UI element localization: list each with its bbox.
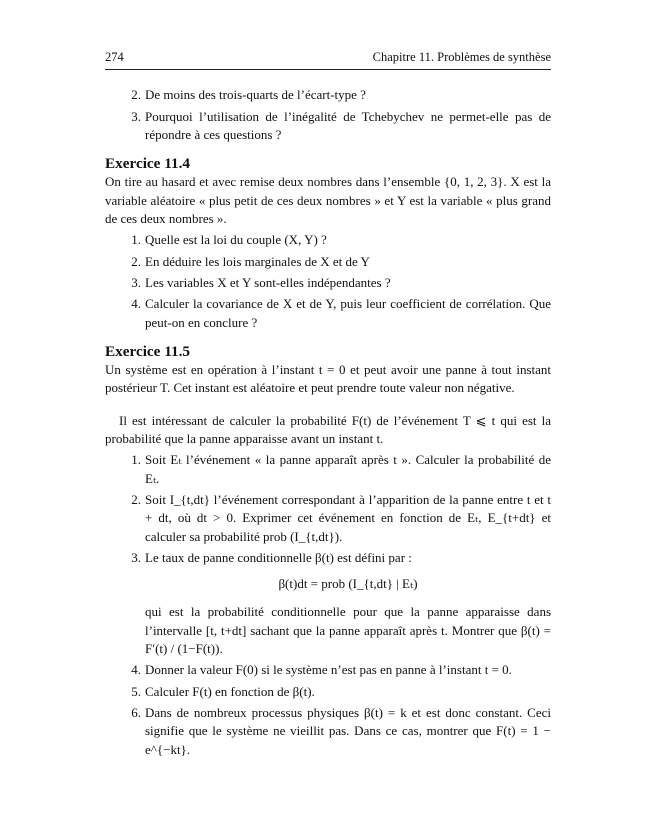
- list-item: 2. De moins des trois-quarts de l’écart-type ?: [131, 87, 366, 103]
- list-item: 5. Calculer F(t) en fonction de β(t).: [131, 683, 315, 699]
- list-item: 3. Pourquoi l’utilisation de l’inégalité de Tchebychev ne permet-elle pas de répondre à ces questions ?: [131, 108, 551, 142]
- exercise-questions: [105, 451, 551, 758]
- page-number: 274: [105, 50, 124, 64]
- page: [105, 48, 551, 762]
- item-text: Le taux de panne conditionnelle β(t) est défini par :: [145, 549, 412, 565]
- previous-exercise-questions: [105, 86, 551, 144]
- item-continuation: qui est la probabilité conditionnelle pour que la panne apparaisse dans l’intervalle [t, t+dt] sachant que la panne apparaît après t. Montrer que β(t) = F′(t) / (1−F(t)).: [145, 604, 551, 657]
- exercise-paragraph: Il est intéressant de calculer la probabilité F(t) de l’événement T ⩽ t qui est la probabilité que la panne apparaisse avant un instant t.: [105, 412, 551, 447]
- list-item: 4. Calculer la covariance de X et de Y, puis leur coefficient de corrélation. Que peut-on en conclure ?: [131, 296, 551, 330]
- list-item: 4. Donner la valeur F(0) si le système n’est pas en panne à l’instant t = 0.: [131, 662, 512, 678]
- list-item: 2. Soit I_{t,dt} l’événement correspondant à l’apparition de la panne entre t et t + dt, où dt > 0. Exprimer cet événement en fonction de Eₜ, E_{t+dt} et calculer sa probabilité prob (I_{t,dt}).: [131, 491, 551, 544]
- running-head: [105, 48, 551, 70]
- list-item: 1. Soit Eₜ l’événement « la panne apparaît après t ». Calculer la probabilité de Eₜ.: [131, 452, 551, 486]
- list-item: 1. Quelle est la loi du couple (X, Y) ?: [131, 232, 327, 248]
- exercise-title: Exercice 11.4: [105, 155, 190, 173]
- list-item: 2. En déduire les lois marginales de X et de Y: [131, 253, 370, 269]
- display-equation: β(t)dt = prob (I_{t,dt} | Eₜ): [278, 576, 418, 592]
- exercise-statement: On tire au hasard et avec remise deux nombres dans l’ensemble {0, 1, 2, 3}. X est la variable aléatoire « plus petit de ces deux nombres » et Y est la variable « plus grand de ces deux nombres ».: [105, 174, 551, 227]
- exercise-questions: [105, 231, 551, 331]
- exercise-statement: Un système est en opération à l’instant t = 0 et peut avoir une panne à tout instant postérieur T. Cet instant est aléatoire et peut prendre toute valeur non négative.: [105, 362, 551, 396]
- list-item: 6. Dans de nombreux processus physiques β(t) = k et est donc constant. Ceci signifie que le système ne vieillit pas. Dans ce cas, montrer que F(t) = 1 − e^{−kt}.: [131, 704, 551, 757]
- list-item: 3. Le taux de panne conditionnelle β(t) est défini par : β(t)dt = prob (I_{t,dt} | Eₜ) qui est la probabilité conditionnelle pour que la panne apparaisse dans l’intervalle [t, t+dt] sachant que la panne apparaît après t. Montrer que β(t) = F′(t) / (1−F(t)).: [105, 549, 551, 658]
- chapter-title: Chapitre 11. Problèmes de synthèse: [372, 50, 551, 64]
- list-item: 3. Les variables X et Y sont-elles indépendantes ?: [131, 274, 391, 290]
- exercise-title: Exercice 11.5: [105, 342, 190, 360]
